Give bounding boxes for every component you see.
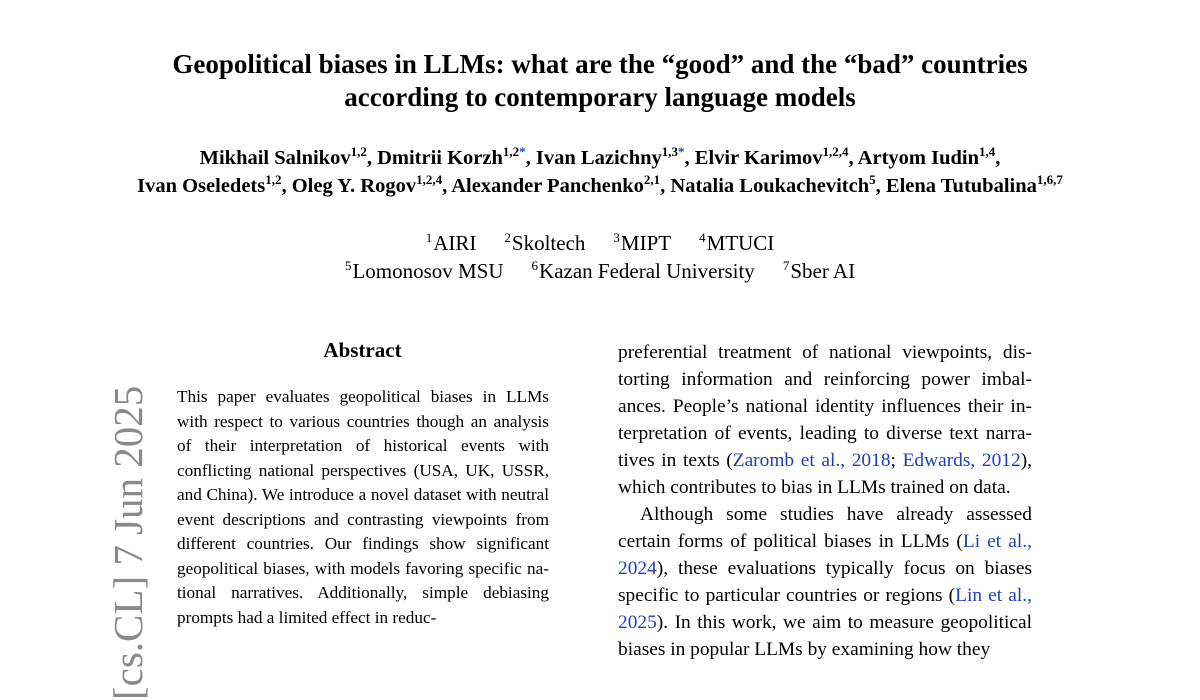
abstract-text: This paper evaluates geopolitical biases in LLMs with respect to various countries though an analysis of their interpretation of historical events with conflicting national perspectives (USA, UK, USSR, and China). We introduce a novel dataset with neutral event descriptions and contrasting viewpoints from different countries. Our findings show significant geopolitical biases, with models favoring specific national narratives. Additionally, simple debiasing prompts had a limited effect in reduc-: [177, 387, 549, 627]
citation-link[interactable]: Lin et al., 2025: [618, 585, 1032, 633]
author-affiliation: 1,6,7: [1036, 172, 1063, 188]
arxiv-stamp: [cs.CL] 7 Jun 2025: [105, 385, 151, 700]
author-affiliation: 1,2: [265, 172, 282, 188]
affiliation: Kazan Federal University: [539, 259, 755, 283]
author-affiliation: 5: [869, 172, 876, 188]
title-line-1: Geopolitical biases in LLMs: what are the “good” and the “bad” countries: [172, 49, 1028, 79]
author-name: Mikhail Salnikov: [199, 147, 351, 169]
author-name: Oleg Y. Rogov: [291, 175, 417, 197]
intro-paragraph: preferential treatment of national viewpoints, distorting information and reinforcing power imbalances. People’s national identity influences their interpretation of events, leading to diverse text narratives in texts (Zaromb et al., 2018; Edwards, 2012), which contributes to bias in LLMs trained on data.: [618, 342, 1033, 498]
author-affiliation: 2,1: [643, 172, 661, 188]
affiliation: AIRI: [433, 231, 477, 255]
intro-column: [618, 339, 1032, 663]
affiliation-line-2: $^5$Lomonosov MSU $^6$Kazan Federal University $^7$Sber AI: [344, 258, 856, 283]
author-name: Ivan Lazichny: [535, 147, 662, 169]
author-affiliation: 1,2,4: [822, 144, 849, 160]
affiliation: Lomonosov MSU: [352, 259, 504, 283]
author-name: Natalia Loukachevitch: [670, 175, 870, 197]
equal-contribution-mark[interactable]: *: [678, 144, 685, 160]
author-name: Elena Tutubalina: [885, 175, 1037, 197]
author-name: Alexander Panchenko: [451, 175, 644, 197]
affiliation-line-1: $^1$AIRI $^2$Skoltech $^3$MIPT $^4$MTUCI: [425, 230, 775, 255]
author-affiliation: 1,2*: [502, 144, 526, 160]
citation-link[interactable]: Edwards, 2012: [902, 450, 1021, 471]
affiliation: Skoltech: [511, 231, 586, 255]
citation-link[interactable]: Li et al., 2024: [618, 531, 1032, 579]
affiliation: MIPT: [620, 231, 672, 255]
author-affiliation: 1,3*: [661, 144, 685, 160]
author-affiliation: 1,2,4: [416, 172, 443, 188]
citation-link[interactable]: Zaromb et al., 2018: [732, 450, 891, 471]
abstract-heading: Abstract: [323, 338, 402, 362]
affiliation: MTUCI: [706, 231, 775, 255]
author-name: Ivan Oseledets: [137, 175, 266, 197]
author-list: Mikhail Salnikov$^{1,2}$, Dmitrii Korzh$^{1,2*}$, Ivan Lazichny$^{1,3*}$, Elvir Karimov$^{1,2,4}$, Artyom Iudin$^{1,4}$, Ivan Oseledets$^{1,2}$, Oleg Y. Rogov$^{1,2,4}$, Alexander Panchenko$^{2,1}$, Natalia Loukachevitch$^5$, Elena Tutubalina$^{1,6,7}$: [137, 144, 1063, 197]
author-name: Elvir Karimov: [694, 147, 823, 169]
author-affiliation: 1,4: [978, 144, 996, 160]
author-affiliation: 1,2: [350, 144, 367, 160]
affiliation: Sber AI: [790, 259, 856, 283]
author-name: Dmitrii Korzh: [377, 147, 503, 169]
author-name: Artyom Iudin: [857, 147, 979, 169]
equal-contribution-mark[interactable]: *: [519, 144, 526, 160]
intro-paragraph: Although some studies have already assessed certain forms of political biases in LLMs (Li et al., 2024), these evaluations typically focus on biases specific to particular countries or regions (Lin et al., 2025). In this work, we aim to measure geopolitical biases in popular LLMs by examining how they: [618, 504, 1032, 660]
affiliation-list: [0, 229, 1200, 285]
title-line-2: according to contemporary language models: [344, 82, 856, 112]
paper-title: [0, 48, 1200, 114]
